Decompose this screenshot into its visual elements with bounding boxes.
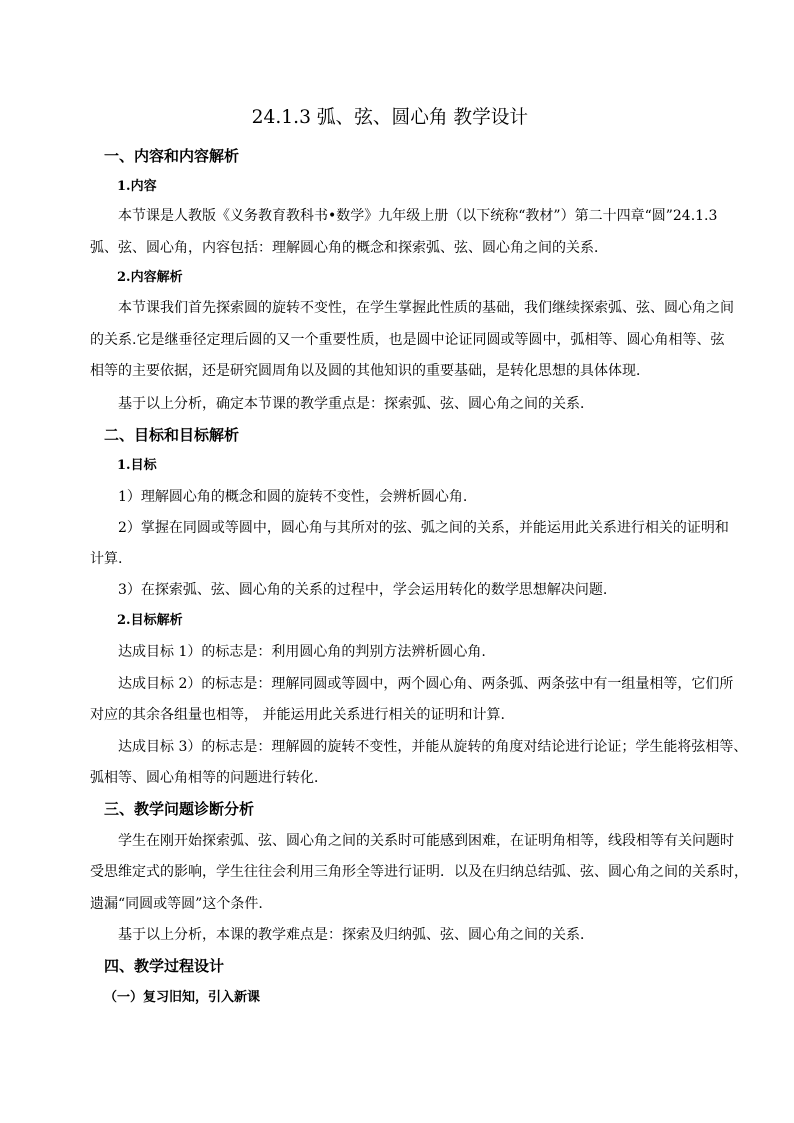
- difficulty-line: 基于以上分析，本课的教学难点是：探索及归纳弧、弦、圆心角之间的关系．: [118, 927, 594, 943]
- key-point-line: 基于以上分析，确定本节课的教学重点是：探索弧、弦、圆心角之间的关系．: [118, 396, 594, 412]
- section-1-heading: 一、内容和内容解析: [104, 147, 240, 165]
- diagnosis-line-1: 学生在刚开始探索弧、弦、圆心角之间的关系时可能感到困难，在证明角相等，线段相等有关问题时: [118, 833, 734, 849]
- goal-analysis-2-line-2: 对应的其余各组量也相等， 并能运用此关系进行相关的证明和计算.: [90, 707, 505, 723]
- analysis-line-1: 本节课我们首先探索圆的旋转不变性，在学生掌握此性质的基础，我们继续探索弧、弦、圆心角之间: [118, 300, 734, 316]
- content-line-1: 本节课是人教版《义务教育教科书•数学》九年级上册（以下统称“教材”）第二十四章“圆”24.1.3: [118, 208, 718, 224]
- goal-analysis-1-line: 达成目标 1）的标志是：利用圆心角的判别方法辨析圆心角.: [118, 644, 486, 660]
- diagnosis-line-2: 受思维定式的影响，学生往往会利用三角形全等进行证明．以及在归纳总结弧、弦、圆心角之间的关系时，: [90, 864, 748, 880]
- goal-analysis-2-line-1: 达成目标 2）的标志是：理解同圆或等圆中，两个圆心角、两条弧、两条弦中有一组量相等，它们所: [118, 676, 734, 692]
- section-2-sub-1: 1.目标: [117, 458, 157, 473]
- goal-1-line: 1）理解圆心角的概念和圆的旋转不变性，会辨析圆心角.: [118, 489, 468, 505]
- content-line-2: 弧、弦、圆心角，内容包括：理解圆心角的概念和探索弧、弦、圆心角之间的关系．: [90, 240, 608, 256]
- analysis-line-3: 相等的主要依据，还是研究圆周角以及圆的其他知识的重要基础，是转化思想的具体体现．: [90, 363, 650, 379]
- section-4-sub-1: （一）复习旧知，引入新课: [104, 990, 261, 1005]
- goal-2-line-1: 2）掌握在同圆或等圆中，圆心角与其所对的弦、弧之间的关系，并能运用此关系进行相关的证明和: [118, 520, 729, 536]
- document-title: 24.1.3 弧、弦、圆心角 教学设计: [251, 106, 529, 128]
- goal-analysis-3-line-1: 达成目标 3）的标志是：理解圆的旋转不变性，并能从旋转的角度对结论进行论证；学生能将弦相等、: [118, 739, 748, 755]
- section-3-heading: 三、教学问题诊断分析: [104, 800, 255, 818]
- analysis-line-2: 的关系.它是继垂径定理后圆的又一个重要性质，也是圆中论证同圆或等圆中，弧相等、圆心角相等、弦: [90, 332, 725, 348]
- section-1-sub-1: 1.内容: [117, 179, 157, 194]
- section-4-heading: 四、教学过程设计: [104, 957, 225, 975]
- goal-analysis-3-line-2: 弧相等、圆心角相等的问题进行转化．: [90, 770, 328, 786]
- section-2-sub-2: 2.目标解析: [117, 613, 183, 628]
- diagnosis-line-3: 遗漏“同圆或等圆”这个条件.: [90, 896, 263, 912]
- goal-3-line: 3）在探索弧、弦、圆心角的关系的过程中，学会运用转化的数学思想解决问题.: [118, 582, 608, 598]
- goal-2-line-2: 计算.: [90, 551, 123, 567]
- section-1-sub-2: 2.内容解析: [117, 270, 183, 285]
- section-2-heading: 二、目标和目标解析: [104, 426, 240, 444]
